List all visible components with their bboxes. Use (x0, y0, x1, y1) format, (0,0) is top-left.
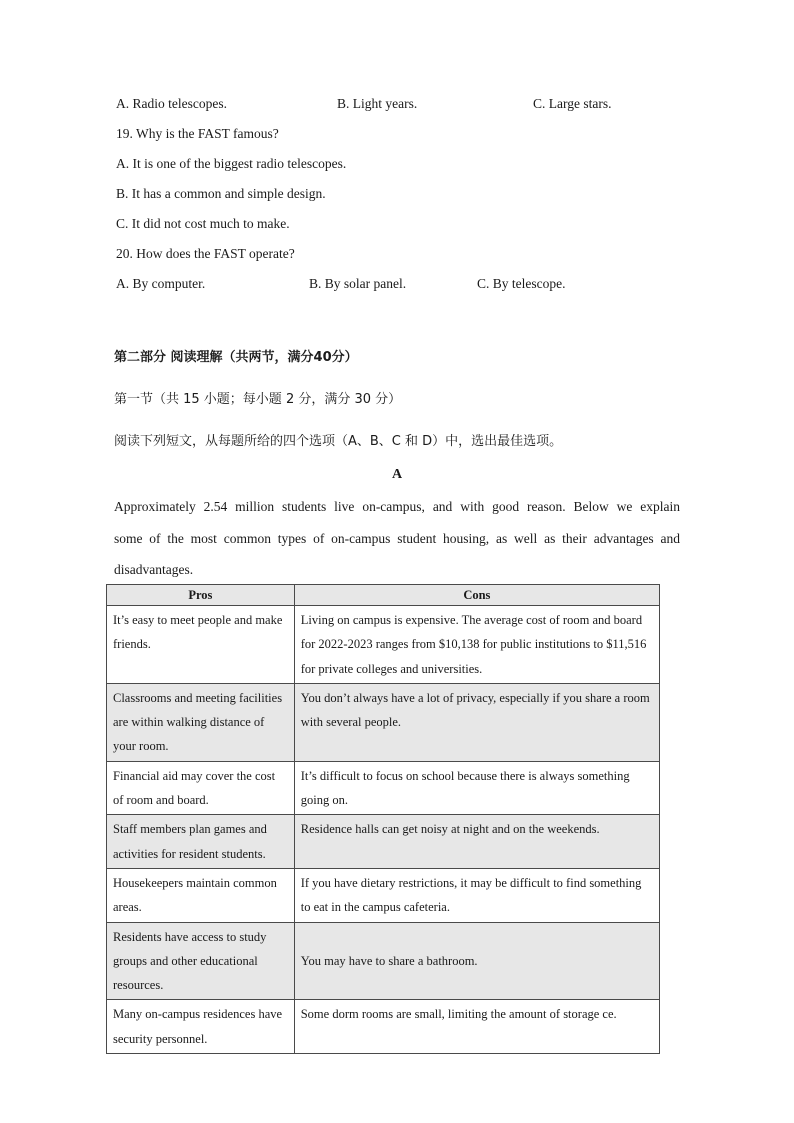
con-cell: It’s difficult to focus on school because there is always something going on. (294, 761, 659, 815)
pros-cons-table (106, 584, 660, 1054)
passage-intro: Approximately 2.54 million students live on-campus, and with good reason. Below we explain some of the most common types of on-campus student housing, as well as their advantages and disadvantages. (114, 499, 680, 577)
pro-cell: It’s easy to meet people and make friends. (107, 606, 295, 684)
table-row (107, 683, 660, 761)
pro-cell: Classrooms and meeting facilities are within walking distance of your room. (107, 683, 295, 761)
q20-question: 20. How does the FAST operate? (116, 246, 295, 261)
table-header-row (107, 585, 660, 606)
q18-option-b: B. Light years. (337, 96, 418, 111)
con-cell: Living on campus is expensive. The average cost of room and board for 2022-2023 ranges from $10,138 for public institutions to $11,516 for private colleges and universities. (294, 606, 659, 684)
pro-cell: Residents have access to study groups and other educational resources. (107, 922, 295, 1000)
q18-option-a: A. Radio telescopes. (116, 96, 227, 111)
q20-option-b: B. By solar panel. (309, 276, 407, 291)
q19-option-a: A. It is one of the biggest radio telescopes. (116, 156, 347, 171)
con-cell: Some dorm rooms are small, limiting the amount of storage ce. (294, 1000, 659, 1054)
instruction-text: 阅读下列短文，从每题所给的四个选项（A、B、C 和 D）中，选出最佳选项。 (114, 434, 563, 449)
con-cell: If you have dietary restrictions, it may be difficult to find something to eat in the campus cafeteria. (294, 868, 659, 922)
passage-title: A (391, 467, 403, 482)
table-row (107, 606, 660, 684)
q19-option-b: B. It has a common and simple design. (116, 186, 326, 201)
con-cell: You may have to share a bathroom. (294, 922, 659, 1000)
header-pros: Pros (107, 585, 295, 606)
subsection-heading: 第一节（共 15 小题；每小题 2 分，满分 30 分） (114, 392, 402, 407)
table-row (107, 761, 660, 815)
table-row (107, 815, 660, 869)
part-heading: 第二部分 阅读理解（共两节，满分40分） (114, 350, 358, 365)
q19-question: 19. Why is the FAST famous? (116, 126, 279, 141)
pro-cell: Financial aid may cover the cost of room and board. (107, 761, 295, 815)
table-row (107, 868, 660, 922)
pro-cell: Many on-campus residences have security personnel. (107, 1000, 295, 1054)
pro-cell: Staff members plan games and activities for resident students. (107, 815, 295, 869)
header-cons: Cons (294, 585, 659, 606)
q19-option-c: C. It did not cost much to make. (116, 216, 290, 231)
con-cell: You don’t always have a lot of privacy, especially if you share a room with several people. (294, 683, 659, 761)
q20-option-a: A. By computer. (116, 276, 206, 291)
q18-option-c: C. Large stars. (533, 96, 612, 111)
q20-option-c: C. By telescope. (477, 276, 566, 291)
pro-cell: Housekeepers maintain common areas. (107, 868, 295, 922)
table-row (107, 922, 660, 1000)
table-row (107, 1000, 660, 1054)
con-cell: Residence halls can get noisy at night and on the weekends. (294, 815, 659, 869)
